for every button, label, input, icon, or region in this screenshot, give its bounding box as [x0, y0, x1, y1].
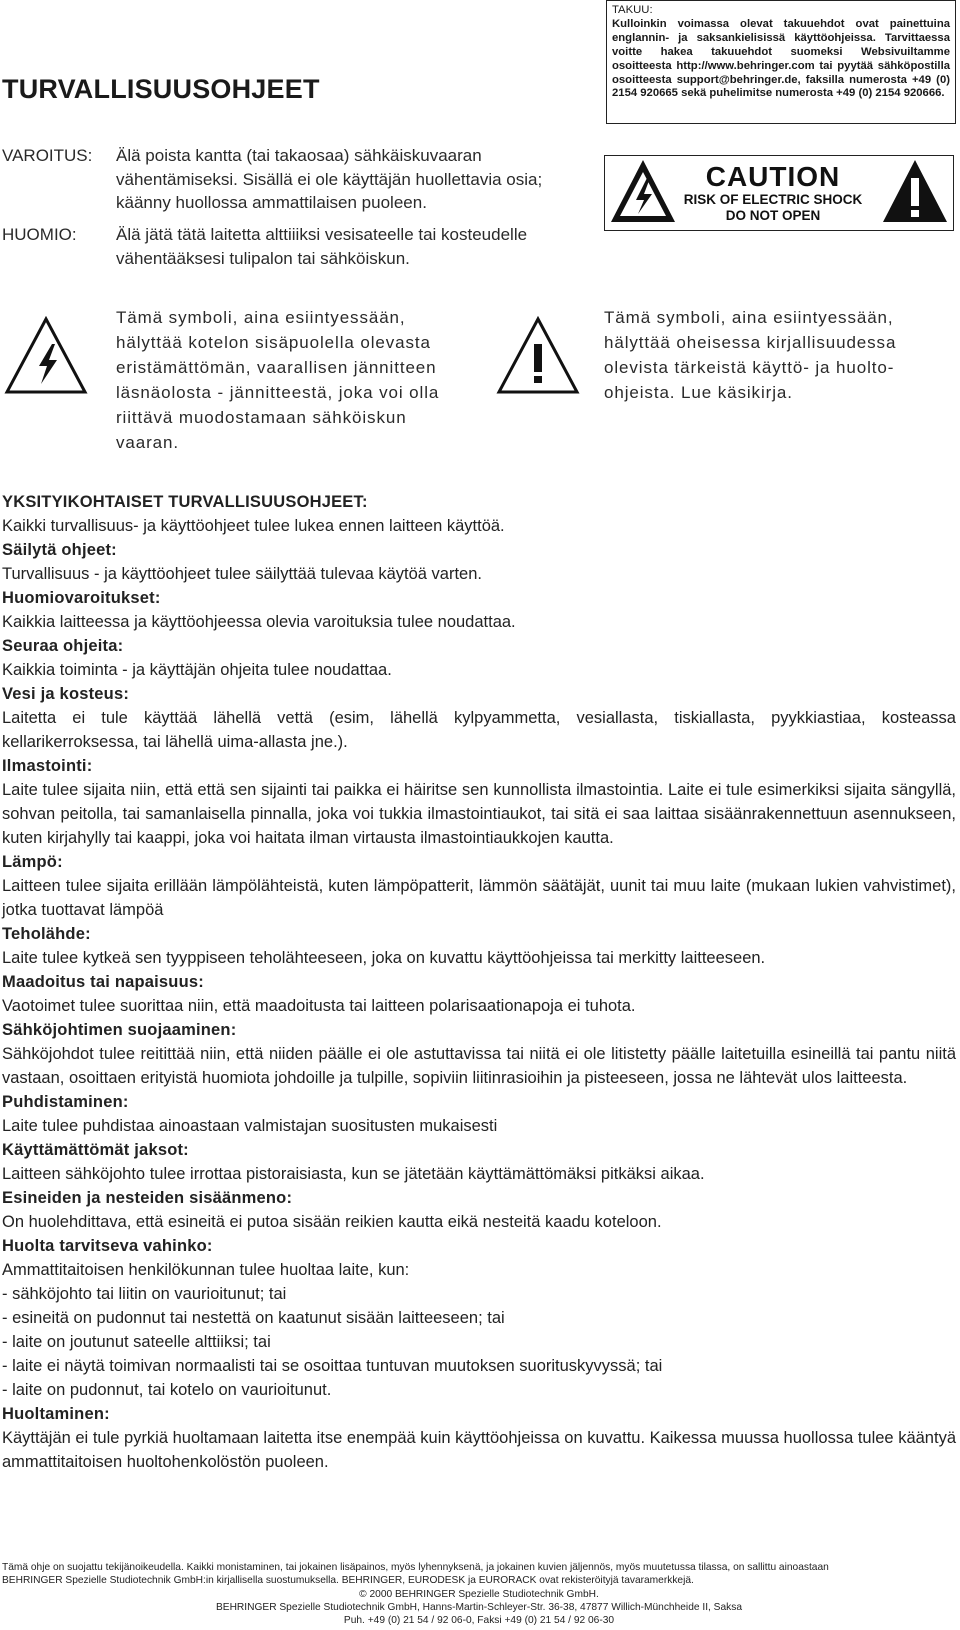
- section-text: Laite tulee sijaita niin, että että sen sijainti tai paikka ei häiritse sen kunnollista ilmastointia. Laite ei tule esimerkiksi sijaita sängyllä, sohvan peitolla, tai samanlaisella pinnalla, joka voi tukkia ilmastointiaukot, tai sitä ei saa laittaa sisäänrakennettuun asennukseen, kuten kirjahylly tai kaappi, joka voi haitata ilman virtausta ilmastointiaukkojen kautta.: [2, 781, 956, 847]
- exclamation-symbol-icon: [496, 316, 580, 396]
- instruction-section: [2, 1186, 956, 1234]
- section-heading: Säilytä ohjeet:: [2, 541, 117, 559]
- section-text: - laite ei näytä toimivan normaalisti tai se osoittaa tuntuvan muutoksen suorituskyvyssä; tai: [2, 1357, 663, 1375]
- section-heading: Teholähde:: [2, 925, 91, 943]
- section-heading: Esineiden ja nesteiden sisäänmeno:: [2, 1189, 293, 1207]
- footer-copyright: © 2000 BEHRINGER Spezielle Studiotechnik GmbH.: [359, 1588, 599, 1600]
- section-text: Käyttäjän ei tule pyrkiä huoltamaan laitetta itse enempää kuin käyttöohjeissa on kuvattu. Kaikessa muussa huollossa tulee kääntyä ammattitaitoisen huoltohenkolöstön puoleen.: [2, 1429, 956, 1471]
- warranty-box: [606, 0, 956, 124]
- section-text: Laitteen sähköjohto tulee irrottaa pistoraisiasta, kun se jätetään käyttämättömäksi pitkäksi aikaa.: [2, 1165, 705, 1183]
- section-heading: YKSITYIKOHTAISET TURVALLISUUSOHJEET:: [2, 493, 368, 511]
- instruction-section: [2, 634, 956, 682]
- warning-row-varoitus: [2, 144, 602, 216]
- lightning-symbol-icon: [4, 316, 88, 396]
- instruction-section: [2, 1138, 956, 1186]
- section-text: Laitteen tulee sijaita erillään lämpölähteistä, kuten lämpöpatterit, lämmön säätäjät, uunit tai muu laite (mukaan lukien vahvistimet), jotka tuottavat lämpöä: [2, 877, 956, 919]
- section-text: Sähköjohdot tulee reitittää niin, että niiden päälle ei ole astuttavissa tai niitä ei ole litistetty päälle laitetuilla esineillä tai pantu niitä vastaan, osoittaen erityistä huomiota johdoille ja tulpille, sopiviin liitinrasioihin ja pisteeseen, jossa ne lähtevät ulos laitteesta.: [2, 1045, 956, 1087]
- section-text: - laite on pudonnut, tai kotelo on vaurioitunut.: [2, 1381, 332, 1399]
- section-text: Turvallisuus - ja käyttöohjeet tulee säilyttää tulevaa käytöä varten.: [2, 565, 482, 583]
- section-text: - sähköjohto tai liitin on vaurioitunut; tai: [2, 1285, 287, 1303]
- caution-label: [604, 155, 954, 231]
- caution-text-block: [684, 161, 863, 223]
- section-heading: Sähköjohtimen suojaaminen:: [2, 1021, 237, 1039]
- caution-line-1: RISK OF ELECTRIC SHOCK: [683, 192, 863, 207]
- section-heading: Huomiovaroitukset:: [2, 589, 161, 607]
- section-text: On huolehdittava, että esineitä ei putoa sisään reikien kautta eikä nesteitä kaadu koteloon.: [2, 1213, 662, 1231]
- section-text: - esineitä on pudonnut tai nestettä on kaatunut sisään laitteeseen; tai: [2, 1309, 505, 1327]
- warning-text: Älä poista kantta (tai takaosaa) sähkäiskuvaaran vähentämiseksi. Sisällä ei ole käyttäjän huollettavia osia; käänny huollossa ammattilaisen puoleen.: [116, 146, 543, 212]
- caution-title: CAUTION: [705, 161, 841, 192]
- section-text: Vaotoimet tulee suorittaa niin, että maadoitusta tai laitteen polarisaationapoja ei tuhota.: [2, 997, 636, 1015]
- lightning-symbol-description: Tämä symboli, aina esiintyessään, hälyttää kotelon sisäpuolella olevasta eristämättömän, vaarallisen jännitteen läsnäolosta - jännitteestä, joka voi olla riittävä muodostamaan sähköiskun vaaran.: [116, 308, 440, 452]
- section-heading: Huoltaminen:: [2, 1405, 110, 1423]
- section-text: Ammattitaitoisen henkilökunnan tulee huoltaa laite, kun:: [2, 1261, 410, 1279]
- section-heading: Puhdistaminen:: [2, 1093, 129, 1111]
- warranty-text: Kulloinkin voimassa olevat takuuehdot ovat painettuina englannin- ja saksankielisissä käyttöohjeissa. Tarvittaessa voitte hakea takuuehdot suomeksi Websivuiltamme osoitteesta http://www.behringer.com tai pyytää sähköpostilla osoitteesta support@behringer.de, faksilla numerosta +49 (0) 2154 920665 sekä puhelimitse numerosta +49 (0) 2154 920666.: [612, 17, 950, 100]
- warning-row-huomio: [2, 223, 602, 273]
- instruction-section: [2, 754, 956, 850]
- section-heading: Vesi ja kosteus:: [2, 685, 130, 703]
- section-heading: Maadoitus tai napaisuus:: [2, 973, 204, 991]
- section-text: Laite tulee kytkeä sen tyyppiseen teholähteeseen, joka on kuvattu käyttöohjeissa tai merkitty laitteeseen.: [2, 949, 766, 967]
- section-heading: Käyttämättömät jaksot:: [2, 1141, 189, 1159]
- instruction-section: [2, 586, 956, 634]
- footer-copyright-notice: Tämä ohje on suojattu tekijänoikeudella. Kaikki monistaminen, tai jokainen lisäpainos, myös lyhennyksenä, ja jokainen kuvien jäljennös, myös muutetussa tilassa, on sallittu ainoastaan: [2, 1562, 829, 1573]
- caution-line-2: DO NOT OPEN: [725, 208, 821, 223]
- caution-label-graphic: [605, 156, 952, 229]
- instruction-section: [2, 922, 956, 970]
- instruction-section: [2, 538, 956, 586]
- page-title: TURVALLISUUSOHJEET: [2, 74, 320, 104]
- footer-address: BEHRINGER Spezielle Studiotechnik GmbH, Hanns-Martin-Schleyer-Str. 36-38, 47877 Willich-Münchheide II, Saksa: [215, 1601, 742, 1613]
- footer-phone: Puh. +49 (0) 21 54 / 92 06-0, Faksi +49 (0) 21 54 / 92 06-30: [343, 1615, 615, 1627]
- section-heading: Ilmastointi:: [2, 757, 93, 775]
- instruction-section: [2, 682, 956, 754]
- instruction-section: [2, 490, 956, 538]
- section-text: Kaikkia laitteessa ja käyttöohjeessa olevia varoituksia tulee noudattaa.: [2, 613, 516, 631]
- section-text: Laitetta ei tule käyttää lähellä vettä (esim, lähellä kylpyammetta, vesiallasta, tiskiallasta, pyykkiastiaa, kosteassa kellarikerroksessa, tai lähellä uima-allasta jne.).: [2, 709, 956, 751]
- section-text: - laite on joutunut sateelle alttiiksi; tai: [2, 1333, 271, 1351]
- instruction-section: [2, 1090, 956, 1138]
- electric-shock-triangle-icon: [611, 160, 675, 222]
- instruction-section: [2, 1234, 956, 1402]
- instruction-section: [2, 1402, 956, 1474]
- exclamation-triangle-icon: [883, 160, 947, 222]
- section-text: Kaikkia toiminta - ja käyttäjän ohjeita tulee noudattaa.: [2, 661, 392, 679]
- section-text: Laite tulee puhdistaa ainoastaan valmistajan suositusten mukaisesti: [2, 1117, 498, 1135]
- exclamation-symbol-description: Tämä symboli, aina esiintyessään, hälyttää oheisessa kirjallisuudessa olevista tärkeistä käyttö- ja huolto-ohjeista. Lue käsikirja.: [604, 308, 897, 402]
- footer: [2, 1561, 956, 1627]
- instruction-section: [2, 1018, 956, 1090]
- instruction-section: [2, 850, 956, 922]
- section-heading: Huolta tarvitseva vahinko:: [2, 1237, 213, 1255]
- section-text: Kaikki turvallisuus- ja käyttöohjeet tulee lukea ennen laitteen käyttöä.: [2, 517, 505, 535]
- safety-instructions: [2, 490, 956, 1474]
- warning-label: HUOMIO:: [2, 225, 77, 244]
- section-heading: Seuraa ohjeita:: [2, 637, 124, 655]
- section-heading: Lämpö:: [2, 853, 63, 871]
- instruction-section: [2, 970, 956, 1018]
- warning-text: Älä jätä tätä laitetta alttiiiksi vesisateelle tai kosteudelle vähentääksesi tulipalon tai sähköiskun.: [116, 225, 528, 268]
- warranty-heading: TAKUU:: [612, 4, 653, 16]
- warning-label: VAROITUS:: [2, 146, 93, 165]
- footer-trademark-notice: BEHRINGER Spezielle Studiotechnik GmbH:in kirjallisella suostumuksella. BEHRINGER, EURODESK ja EURORACK ovat rekisteröityjä tavaramerkkejä.: [2, 1575, 694, 1587]
